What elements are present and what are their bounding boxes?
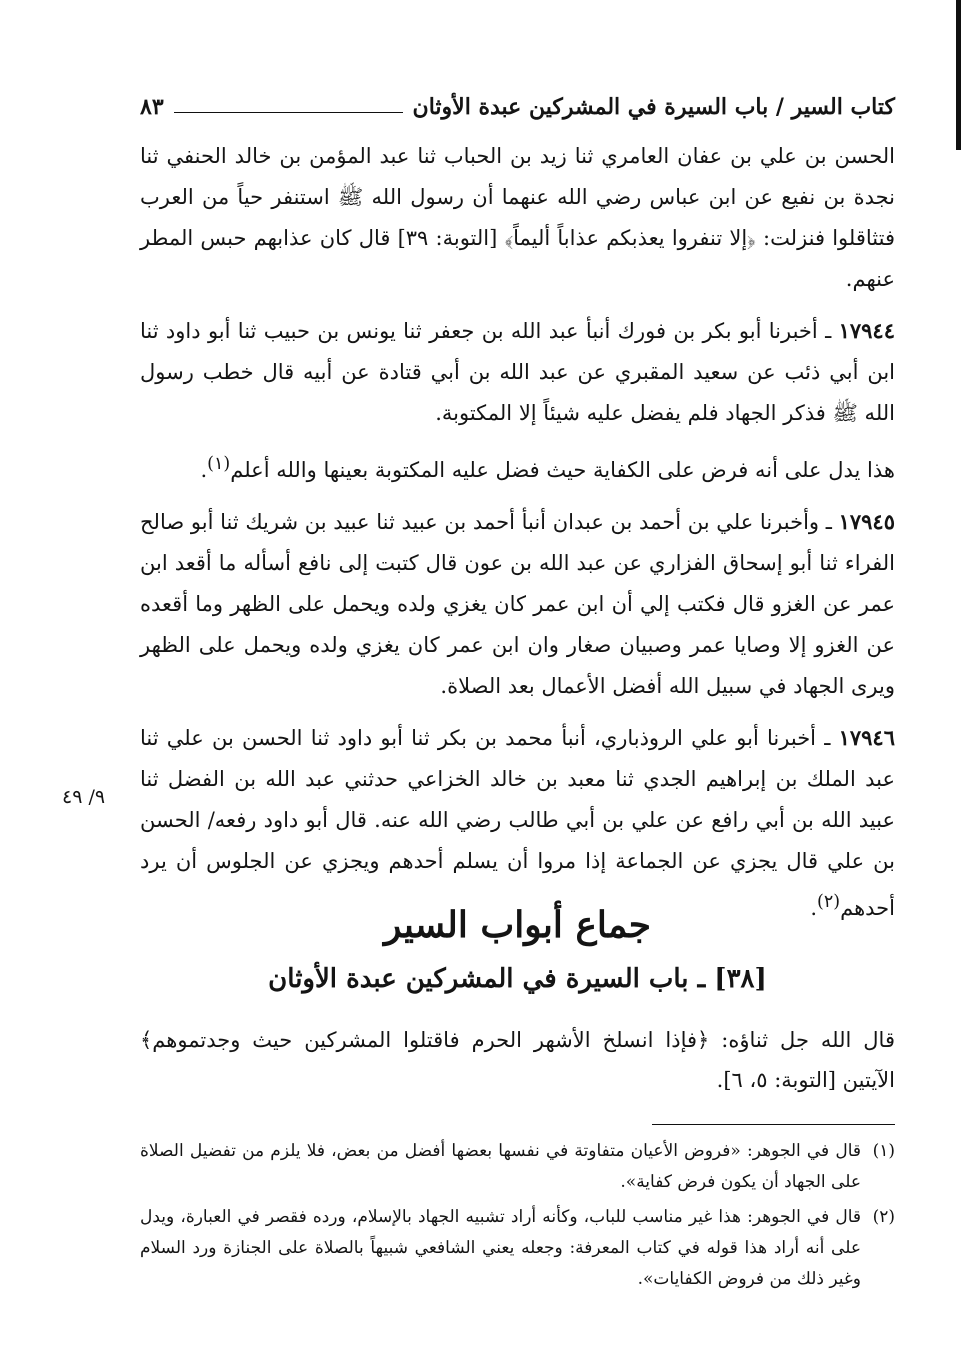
footnotes [140, 1136, 895, 1299]
footnote-ref-1[interactable]: (١) [207, 454, 231, 474]
section-heading: جماع أبواب السير [384, 904, 651, 946]
commentary-text: هذا يدل على أنه فرض على الكفاية حيث فضل عليه المكتوبة بعينها والله أعلم [230, 458, 895, 482]
footnote-text: قال في الجوهر: هذا غير مناسب للباب، وكأنه أراد تشبيه الجهاد بالإسلام، ورده فقصر في العبارة، ويدل على أنه أراد هذا قوله في كتاب المعرفة: وجعله يعني الشافعي شبيهاً بالصلاة على الجنازة ورد السلام وغير ذلك من فروض الكفايات». [140, 1207, 861, 1289]
page-number: ٨٣ [140, 94, 164, 120]
hadith-17944 [140, 310, 895, 434]
chapter-heading: [٣٨] ـ باب السيرة في المشركين عبدة الأوثان [268, 964, 767, 994]
commentary-end: . [200, 458, 208, 482]
hadith-17945 [140, 501, 895, 707]
paragraph-continuation [140, 136, 895, 300]
hadith-number: ١٧٩٤٥ [838, 509, 895, 534]
running-header [140, 84, 895, 120]
hadith-text: ـ وأخبرنا علي بن أحمد بن عبدان أنبأ أحمد بن عبيد ثنا عبيد بن شريك ثنا أبو صالح الفراء ثنا أبو إسحاق الفزاري عن عبد الله بن عون قال كتبت إلى نافع أسأله ما أقعد ابن عمر عن الغزو قال فكتب إلي أن ابن عمر كان يغزي ولده ويحمل على الظهر وما أقعده عن الغزو إلا وصايا عمر وصبيان صغار وان ابن عمر كان يغزي ولده ويحمل على الظهر ويرى الجهاد في سبيل الله أفضل الأعمال بعد الصلاة. [140, 510, 895, 698]
hadith-end: . [810, 896, 818, 920]
main-text [140, 136, 895, 939]
footnote-text: قال في الجوهر: «فروض الأعيان متفاوتة في نفسها بعضها أفضل من بعض، فلا يلزم من تفضيل الصلاة على الجهاد أن يكون فرض كفاية». [140, 1141, 861, 1192]
footnote-ref-2[interactable]: (٢) [817, 892, 841, 912]
paragraph-text: الحسن بن علي بن عفان العامري ثنا زيد بن الحباب ثنا عبد المؤمن بن خالد الحنفي ثنا نجدة بن نفيع عن ابن عباس رضي الله عنهما أن رسول الله ﷺ استنفر حياً من العرب فتثاقلوا فنزلت: ﴿إلا تنفروا يعذبكم عذاباً أليماً﴾ [التوبة: ٣٩] قال كان عذابهم حبس المطر عنهم. [140, 144, 896, 291]
hadith-text: ـ أخبرنا أبو علي الروذباري، أنبأ محمد بن بكر ثنا أبو داود ثنا الحسن بن علي ثنا عبد الملك بن إبراهيم الجدي ثنا معبد بن خالد الخزاعي حدثني عبد الله بن الفضل ثنا عبيد الله بن أبي رافع عن علي بن أبي طالب رضي الله عنه. قال أبو داود رفعه/ الحسن بن علي قال يجزي عن الجماعة إذا مروا أن يسلم أحدهم ويجزي عن الجلوس أن يرد أحدهم [140, 726, 895, 920]
footnote-1 [140, 1136, 895, 1198]
hadith-number: ١٧٩٤٤ [838, 318, 895, 343]
commentary-paragraph [140, 444, 895, 491]
verse-paragraph [140, 1020, 895, 1100]
hadith-text: ـ أخبرنا أبو بكر بن فورك أنبأ عبد الله بن جعفر ثنا يونس بن حبيب ثنا أبو داود ثنا ابن أبي ذئب عن سعيد المقبري عن عبد الله بن أبي قتادة عن أبيه قال خطب رسول الله ﷺ فذكر الجهاد فلم يفضل عليه شيئاً إلا المكتوبة. [140, 319, 895, 425]
margin-volume-page-note: ٩/ ٤٩ [62, 786, 106, 808]
page-binding-edge [956, 0, 961, 150]
header-rule [174, 112, 403, 113]
footnote-mark: (٢) [872, 1207, 895, 1227]
footnote-2 [140, 1202, 895, 1295]
hadith-number: ١٧٩٤٦ [838, 725, 895, 750]
verse-text: قال الله جل ثناؤه: ﴿فإذا انسلخ الأشهر الحرم فاقتلوا المشركين حيث وجدتموهم﴾ الآيتين [التوبة: ٥، ٦]. [140, 1028, 895, 1092]
footnote-mark: (١) [872, 1141, 895, 1161]
hadith-17946 [140, 717, 895, 929]
footnote-separator [652, 1124, 895, 1125]
header-title: كتاب السير / باب السيرة في المشركين عبدة الأوثان [412, 94, 895, 120]
